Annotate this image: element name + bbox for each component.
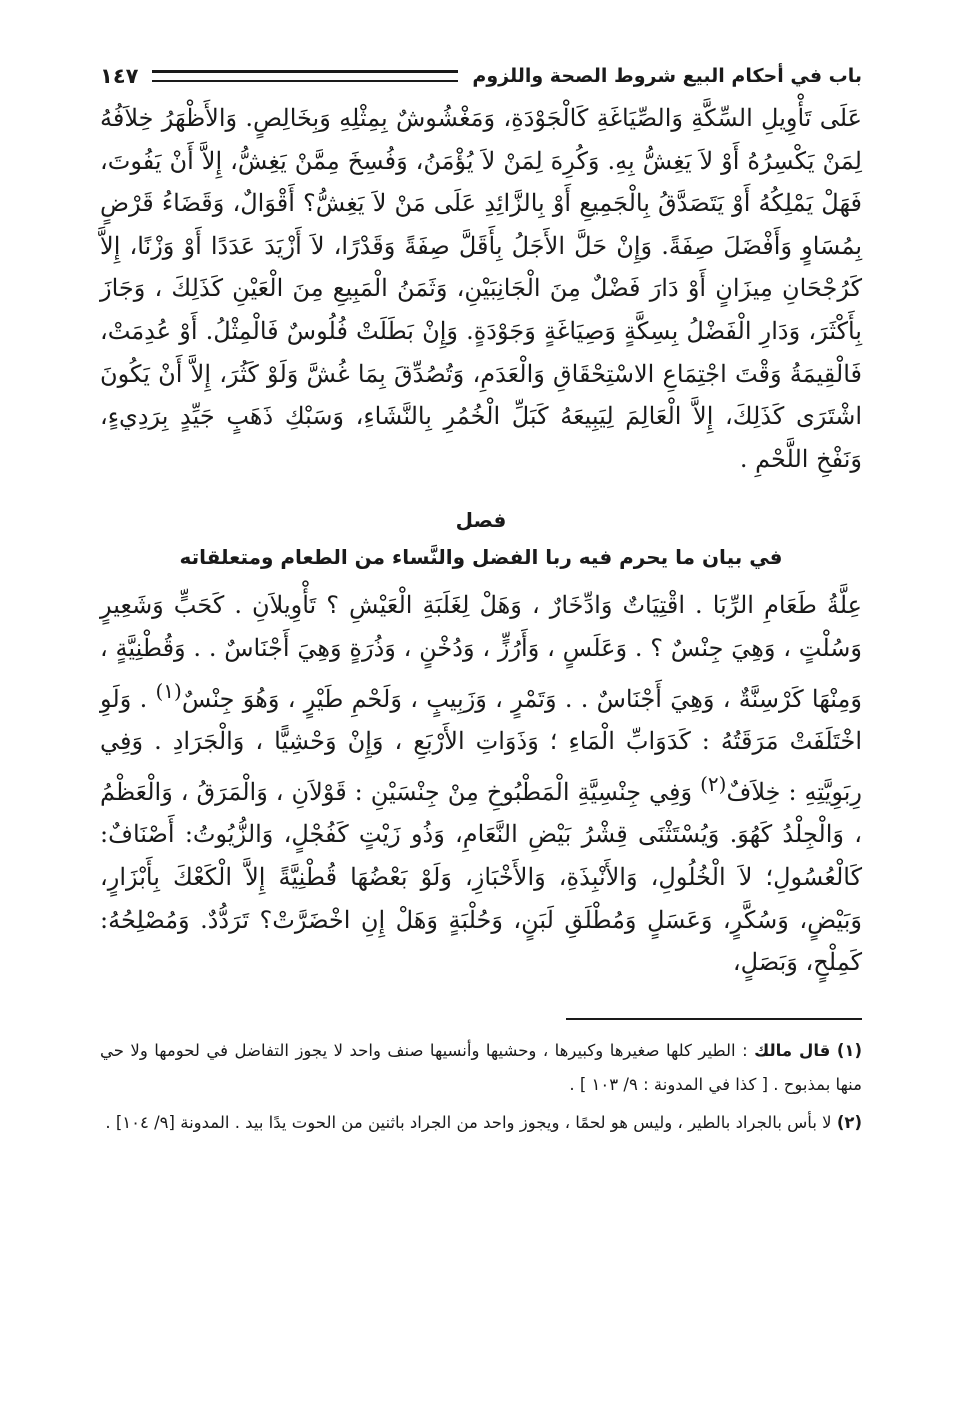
section-title: في بيان ما يحرم فيه ربا الفضل والنَّساء من الطعام ومتعلقاته: [179, 545, 783, 570]
footnote-1-number: (١): [836, 1040, 862, 1060]
footnote-ref-2[interactable]: (٢): [700, 771, 727, 796]
footnote-2: [100, 1106, 862, 1140]
running-header: [100, 55, 862, 97]
section-label: فصل: [455, 508, 507, 533]
header-rule: [152, 70, 458, 82]
paragraph-2-part-1: عِلَّةُ طَعَامِ الرِّبَا . اقْتِيَاتٌ وَادِّخَارٌ ، وَهَلْ لِغَلَبَةِ الْعَيْشِ ؟ تَأْوِيلاَنِ . كَحَبٍّ وَشَعِيرٍ وَسُلْتٍ ، وَهِيَ جِنْسٌ ؟ . وَعَلَسٍ ، وَأَرُزٍّ ، وَدُخْنٍ ، وَذُرَةٍ وَهِيَ أَجْنَاسٌ . . وَقُطْنِيَّةٍ ، وَمِنْهَا كَرْسِنَّةٌ ، وَهِيَ أَجْنَاسٌ . . وَتَمْرٍ ، وَزَبِيبٍ ، وَلَحْمِ طَيْرٍ ، وَهُوَ جِنْسٌ: [100, 591, 862, 713]
paragraph-2: [100, 584, 862, 983]
footnote-1: [100, 1034, 862, 1102]
paragraph-2-part-2: . وَلَوِ اخْتَلَفَتْ مَرَقَتُهُ : كَدَوَابِّ الْمَاءِ ؛ وَذَوَاتِ الأَرْبَعِ ، وَإِنْ وَحْشِيًّا ، وَالْجَرَادِ . وَفِي رِبَوِيَّتِهِ : خِلاَفٌ: [100, 684, 862, 806]
footnote-ref-1[interactable]: (١): [155, 678, 182, 703]
chapter-title: باب في أحكام البيع شروط الصحة واللزوم: [472, 65, 862, 87]
page-number: ١٤٧: [100, 64, 139, 88]
footnote-2-number: (٢): [836, 1112, 862, 1132]
paragraph-1: عَلَى تَأْوِيلِ السِّكَّةِ وَالصِّيَاغَةِ كَالْجَوْدَةِ، وَمَغْشُوشٌ بِمِثْلِهِ وَبِخَالِصٍ. وَالأَظْهَرُ خِلاَفُهُ لِمَنْ يَكْسِرُهُ أَوْ لاَ يَغِشُّ بِهِ. وَكُرِهَ لِمَنْ لاَ يُؤْمَنُ، وَفُسِخَ مِمَّنْ يَغِشُّ، إِلاَّ أَنْ يَفُوتَ، فَهَلْ يَمْلِكُهُ أَوْ يَتَصَدَّقُ بِالْجَمِيعِ أَوْ بِالزَّائِدِ عَلَى مَنْ لاَ يَغِشُّ؟ أَقْوَالٌ، وَقَضَاءُ قَرْضٍ بِمُسَاوٍ وَأَفْضَلَ صِفَةً. وَإِنْ حَلَّ الأَجَلُ بِأَقَلَّ صِفَةً وَقَدْرًا، لاَ أَزْيَدَ عَدَدًا أَوْ وَزْنًا، إِلاَّ كَرُجْحَانِ مِيزَانٍ أَوْ دَارَ فَضْلٌ مِنَ الْجَانِبَيْنِ، وَثَمَنُ الْمَبِيعِ مِنَ الْعَيْنِ كَذَلِكَ ، وَجَازَ بِأَكْثَرَ، وَدَارِ الْفَضْلُ بِسِكَّةٍ وَصِيَاغَةٍ وَجَوْدَةٍ. وَإِنْ بَطَلَتْ فُلُوسٌ فَالْمِثْلُ. أَوْ عُدِمَتْ، فَالْقِيمَةُ وَقْتَ اجْتِمَاعِ الاسْتِحْقَاقِ وَالْعَدَمِ، وَتُصُدِّقَ بِمَا غُشَّ وَلَوْ كَثُرَ، إِلاَّ أَنْ يَكُونَ اشْتَرَى كَذَلِكَ، إِلاَّ الْعَالِمَ لِيَبِيعَهُ كَبَلِّ الْخُمُرِ بِالنَّشَاءِ، وَسَبْكِ ذَهَبٍ جَيِّدٍ بِرَدِيءٍ، وَنَفْخِ اللَّحْمِ .: [100, 104, 862, 473]
footnote-1-text: : الطير كلها صغيرها وكبيرها ، وحشيها وأنسيها صنف واحد لا يجوز التفاضل في لحومها ولا حي منها بمذبوح . [ كذا في المدونة : ٩/ ١٠٣ ] .: [100, 1040, 862, 1094]
book-page: [100, 55, 862, 1144]
footnote-2-text: لا بأس بالجراد بالطير ، وليس هو لحمًا ، ويجوز واحد من الجراد باثنين من الحوت يدًا بيد . المدونة [٩/ ١٠٤] .: [105, 1112, 832, 1132]
paragraph-2-part-3: وَفِي جِنْسِيَّةِ الْمَطْبُوخِ مِنْ جِنْسَيْنِ : قَوْلاَنِ ، وَالْمَرَقُ ، وَالْعَظْمُ ، وَالْجِلْدُ كَهُوَ. وَيُسْتَثْنَى قِشْرُ بَيْضِ النَّعَامِ، وَذُو زَيْتٍ كَفُجْلٍ، وَالزُّيُوتُ: أَصْنَافٌ: كَالْعُسُولِ؛ لاَ الْخُلُولِ، وَالأَنْبِذَةِ، وَالأَخْبَازِ، وَلَوْ بَعْضُهَا قُطْنِيَّةً إِلاَّ الْكَعْكَ بِأَبْزَارٍ، وَبَيْضٍ، وَسُكَّرٍ، وَعَسَلٍ وَمُطْلَقِ لَبَنٍ، وَحُلْبَةٍ وَهَلْ إِنِ اخْضَرَّتْ؟ تَرَدُّدٌ. وَمُصْلِحُهُ: كَمِلْحٍ، وَبَصَلٍ،: [100, 777, 862, 977]
footnote-separator: [566, 1018, 862, 1020]
footnote-1-speaker: قال مالك: [754, 1040, 831, 1060]
